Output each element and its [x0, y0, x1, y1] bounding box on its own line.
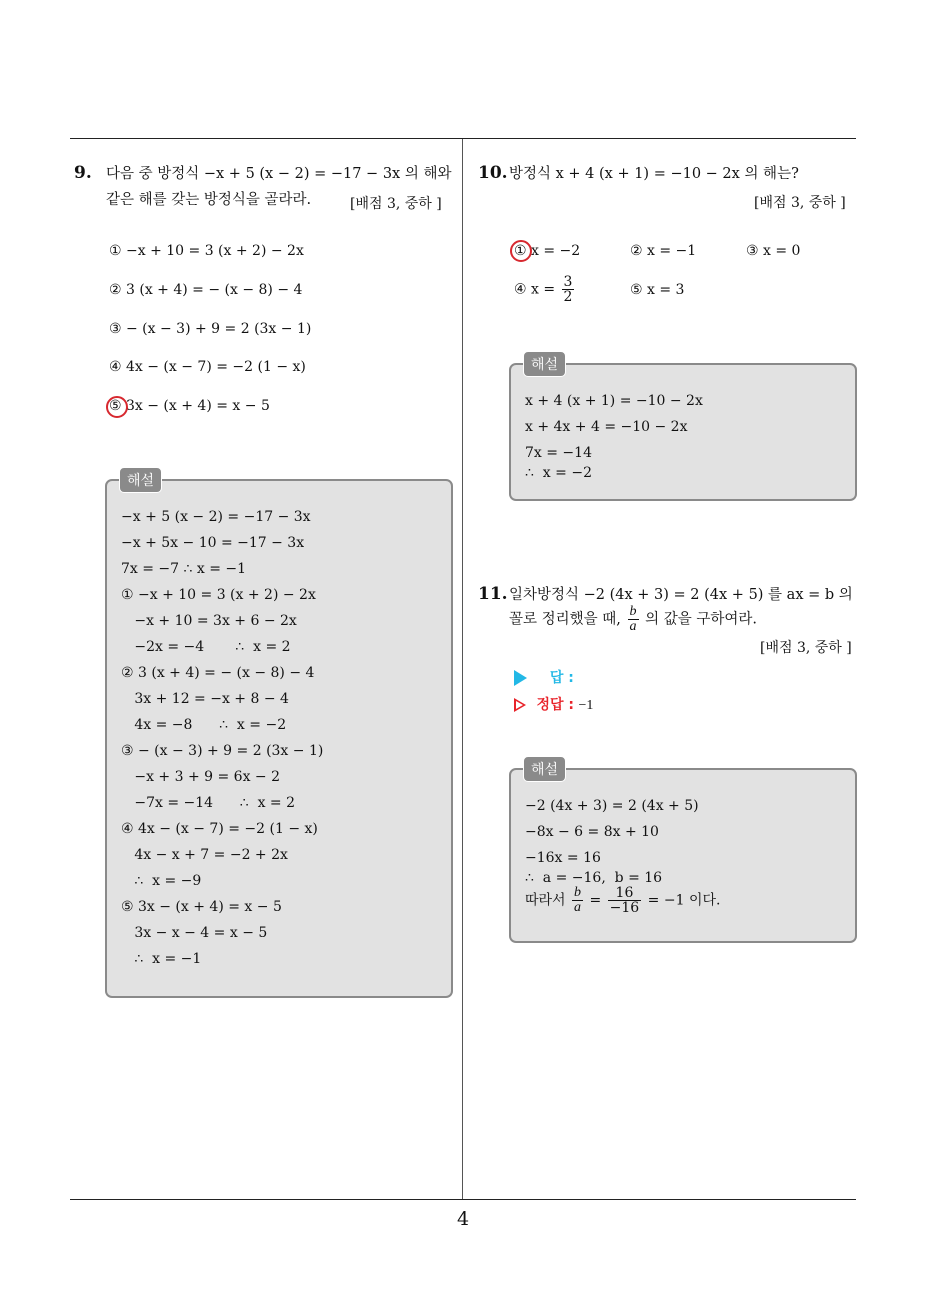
fraction-denominator: a: [629, 619, 637, 634]
solution-line: 3x − x − 4 = x − 5: [121, 925, 268, 941]
question-meta: [배점 3, 중하 ]: [350, 196, 442, 212]
bottom-rule: [70, 1199, 856, 1200]
solution-line: 3x + 12 = −x + 8 − 4: [121, 691, 289, 707]
solution-line: −x + 3 + 9 = 6x − 2: [121, 769, 281, 785]
solution-final-line: [525, 886, 720, 915]
play-icon: [514, 670, 527, 686]
solution-line: x + 4x + 4 = −10 − 2x: [525, 419, 688, 435]
solution-tag: 해설: [523, 351, 566, 377]
solution-line: x + 4 (x + 1) = −10 − 2x: [525, 393, 703, 409]
choice-1[interactable]: ① −x + 10 = 3 (x + 2) − 2x: [109, 243, 304, 259]
solution-line: ∴ x = −2: [525, 465, 592, 481]
final-post: = −1 이다.: [647, 892, 721, 909]
column-divider: [462, 139, 463, 1200]
question-text-line1: 일차방정식 −2 (4x + 3) = 2 (4x + 5) 를 ax = b 의: [509, 587, 853, 603]
solution-line: −x + 5 (x − 2) = −17 − 3x: [121, 509, 311, 525]
correct-answer-row: [514, 694, 593, 714]
answer-row: [514, 667, 574, 687]
choice-4[interactable]: ④ 4x − (x − 7) = −2 (1 − x): [109, 359, 306, 375]
question-meta: [배점 3, 중하 ]: [760, 640, 852, 656]
question-meta: [배점 3, 중하 ]: [754, 195, 846, 211]
solution-line: 4x = −8 ∴ x = −2: [121, 717, 287, 733]
solution-line: ∴ x = −9: [121, 873, 202, 889]
solution-line: ② 3 (x + 4) = − (x − 8) − 4: [121, 665, 315, 681]
choice-4[interactable]: [514, 275, 576, 304]
solution-line: −7x = −14 ∴ x = 2: [121, 795, 296, 811]
solution-box: [105, 473, 453, 998]
question-text-line1: 다음 중 방정식 −x + 5 (x − 2) = −17 − 3x 의 해와: [106, 166, 452, 182]
correct-label: 정답 :: [536, 697, 574, 713]
solution-line: ⑤ 3x − (x + 4) = x − 5: [121, 899, 282, 915]
solution-line: 4x − x + 7 = −2 + 2x: [121, 847, 288, 863]
fraction-denominator: a: [574, 900, 582, 915]
fraction-numerator: 16: [608, 886, 642, 901]
solution-box: [509, 357, 857, 501]
choice-3[interactable]: ③ x = 0: [746, 243, 801, 259]
answer-label: 답 :: [549, 670, 574, 686]
final-pre: 따라서: [525, 892, 566, 909]
question-text-line2: [509, 605, 757, 634]
solution-line: −x + 10 = 3x + 6 − 2x: [121, 613, 297, 629]
question-number: 9.: [74, 163, 92, 183]
solution-line: −8x − 6 = 8x + 10: [525, 824, 659, 840]
page-number: 4: [456, 1208, 470, 1230]
solution-line: ∴ x = −1: [121, 951, 202, 967]
answer-circle-mark: [106, 396, 128, 418]
line2-pre: 꼴로 정리했을 때,: [509, 611, 621, 628]
choice-5[interactable]: ⑤ x = 3: [630, 282, 685, 298]
choice-2[interactable]: ② x = −1: [630, 243, 697, 259]
solution-line: ① −x + 10 = 3 (x + 2) − 2x: [121, 587, 316, 603]
question-text-line1: 방정식 x + 4 (x + 1) = −10 − 2x 의 해는?: [509, 166, 799, 182]
answer-circle-mark: [510, 240, 532, 262]
fraction-denominator: −16: [609, 900, 640, 916]
fraction-numerator: 3: [563, 274, 573, 290]
top-rule: [70, 138, 856, 139]
choice-3[interactable]: ③ − (x − 3) + 9 = 2 (3x − 1): [109, 321, 312, 337]
solution-line: ④ 4x − (x − 7) = −2 (1 − x): [121, 821, 318, 837]
question-number: 11.: [478, 584, 508, 604]
solution-tag: 해설: [523, 756, 566, 782]
fraction-numerator: b: [574, 885, 582, 900]
solution-box: [509, 762, 857, 943]
solution-line: ∴ a = −16, b = 16: [525, 870, 663, 886]
fraction-numerator: b: [629, 604, 637, 619]
choice-1[interactable]: ① x = −2: [514, 243, 581, 259]
solution-line: −x + 5x − 10 = −17 − 3x: [121, 535, 305, 551]
fraction: [608, 886, 642, 915]
question-number: 10.: [478, 163, 508, 183]
line2-post: 의 값을 구하여라.: [645, 611, 757, 628]
final-equals: =: [589, 892, 602, 909]
solution-line: 7x = −14: [525, 445, 592, 461]
solution-line: ③ − (x − 3) + 9 = 2 (3x − 1): [121, 743, 324, 759]
solution-line: 7x = −7 ∴ x = −1: [121, 561, 247, 577]
fraction: [572, 886, 583, 915]
choice-4-label: ④ x =: [514, 281, 556, 298]
outline-play-icon: [514, 698, 526, 712]
fraction: [628, 605, 639, 634]
fraction: [562, 275, 575, 304]
correct-value: −1: [578, 698, 594, 713]
choice-5[interactable]: ⑤ 3x − (x + 4) = x − 5: [109, 398, 270, 414]
solution-line: −2x = −4 ∴ x = 2: [121, 639, 291, 655]
fraction-denominator: 2: [563, 289, 573, 305]
solution-line: −16x = 16: [525, 850, 601, 866]
solution-tag: 해설: [119, 467, 162, 493]
choice-2[interactable]: ② 3 (x + 4) = − (x − 8) − 4: [109, 282, 303, 298]
solution-line: −2 (4x + 3) = 2 (4x + 5): [525, 798, 699, 814]
question-text-line2: 같은 해를 갖는 방정식을 골라라.: [106, 192, 312, 208]
